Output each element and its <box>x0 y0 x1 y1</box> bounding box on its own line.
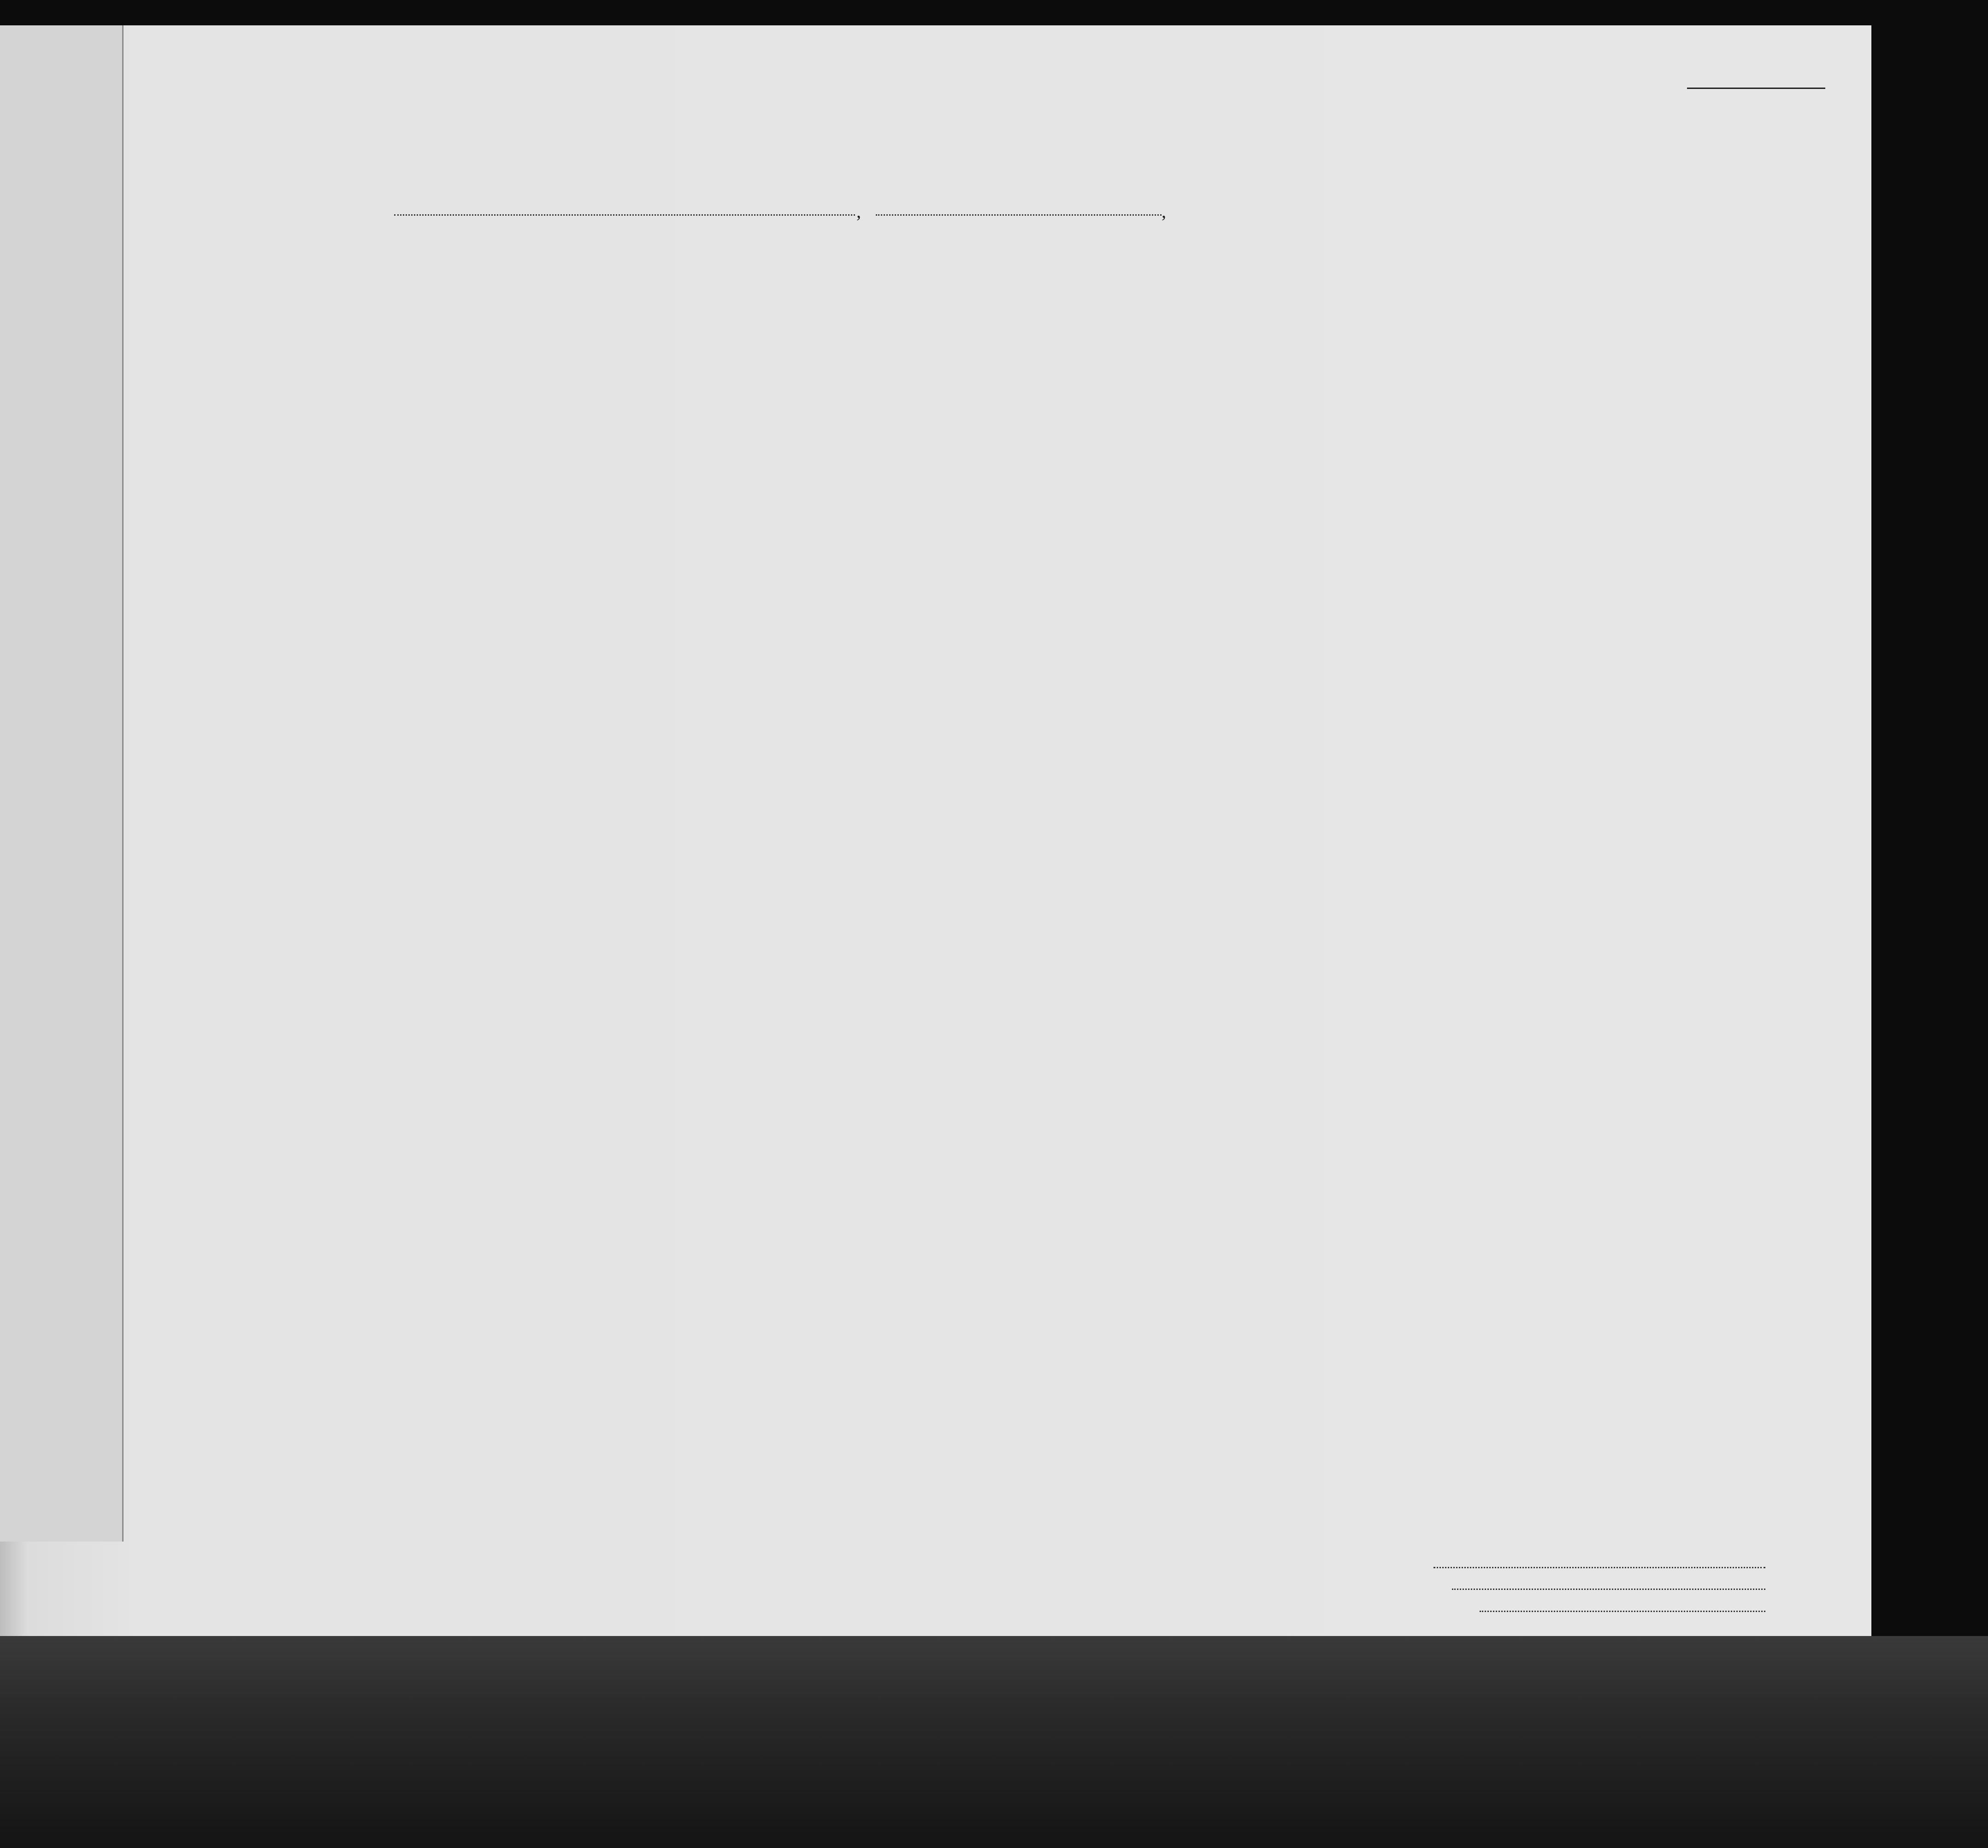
scanner-background <box>0 1636 1988 1848</box>
owners-field <box>1452 1589 1765 1590</box>
agents-field <box>1480 1611 1765 1612</box>
table-grid <box>0 25 1871 1636</box>
date-comma: , <box>1162 201 1166 222</box>
line-field <box>1433 1567 1765 1568</box>
manifest-sheet <box>0 25 1871 1636</box>
port-comma: , <box>856 201 861 222</box>
